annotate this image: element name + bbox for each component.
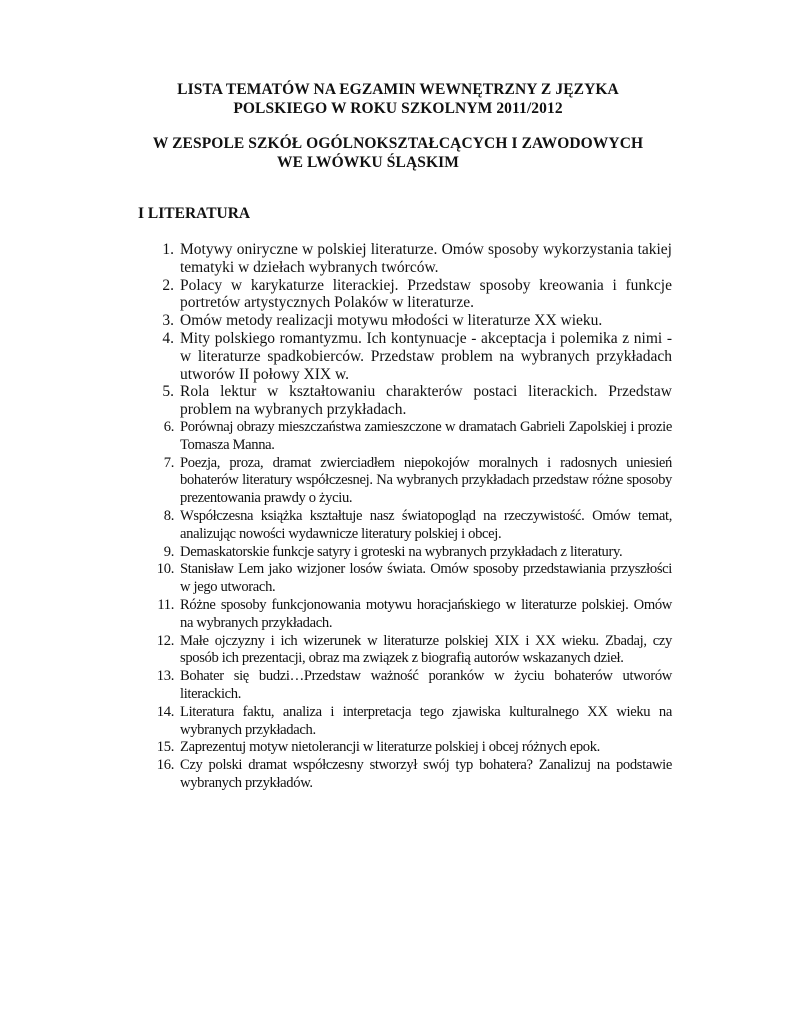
list-item bbox=[163, 507, 672, 544]
section-heading: I LITERATURA bbox=[138, 205, 251, 222]
school-name bbox=[0, 134, 796, 172]
list-item bbox=[156, 561, 672, 597]
list-item bbox=[162, 312, 672, 330]
item-number: 12. bbox=[156, 632, 174, 649]
item-number: 2. bbox=[162, 276, 174, 294]
item-text: Omów metody realizacji motywu młodości w literaturze XX wieku. bbox=[180, 312, 603, 330]
item-text: Mity polskiego romantyzmu. Ich kontynuacje - akceptacja i polemika z nimi - w literaturze spadkobierców. Przedstaw problem na wybranych przykładach utworów II połowy XIX w. bbox=[180, 329, 672, 383]
item-text: Różne sposoby funkcjonowania motywu horacjańskiego w literaturze polskiej. Omów na wybranych przykładach. bbox=[180, 596, 672, 631]
list-item bbox=[163, 543, 672, 562]
item-number: 3. bbox=[162, 312, 174, 330]
item-text: Współczesna książka kształtuje nasz światopogląd na rzeczywistość. Omów temat, analizując nowości wydawnicze literatury polskiej i obcej. bbox=[180, 507, 672, 542]
item-text: Bohater się budzi…Przedstaw ważność poranków w życiu bohaterów utworów literackich. bbox=[180, 668, 672, 702]
item-number: 15. bbox=[156, 739, 174, 756]
list-item bbox=[162, 276, 672, 313]
list-item bbox=[156, 739, 672, 757]
item-text: Demaskatorskie funkcje satyry i groteski na wybranych przykładach z literatury. bbox=[180, 543, 623, 560]
item-text: Małe ojczyzny i ich wizerunek w literaturze polskiej XIX i XX wieku. Zbadaj, czy sposób ich prezentacji, obraz ma związek z biografią autorów wskazanych dzieł. bbox=[180, 632, 672, 667]
item-number: 9. bbox=[163, 543, 174, 560]
item-number: 6. bbox=[163, 418, 174, 435]
document-title bbox=[0, 80, 796, 118]
item-number: 10. bbox=[156, 561, 174, 578]
item-number: 13. bbox=[156, 668, 174, 685]
list-item bbox=[163, 418, 672, 455]
item-number: 4. bbox=[162, 329, 174, 347]
list-item bbox=[156, 668, 672, 704]
item-number: 8. bbox=[163, 507, 174, 524]
item-text: Stanisław Lem jako wizjoner losów świata. Omów sposoby przedstawiania przyszłości w jego utworach. bbox=[180, 561, 672, 596]
item-number: 7. bbox=[163, 454, 174, 471]
title-line-1: LISTA TEMATÓW NA EGZAMIN WEWNĘTRZNY Z JĘZYKA bbox=[177, 81, 619, 98]
item-text: Porównaj obrazy mieszczaństwa zamieszczone w dramatach Gabrieli Zapolskiej i prozie Tomasza Manna. bbox=[180, 418, 672, 453]
item-text: Polacy w karykaturze literackiej. Przedstaw sposoby kreowania i funkcje portretów artystycznych Polaków w literaturze. bbox=[180, 276, 672, 312]
item-text: Motywy oniryczne w polskiej literaturze. Omów sposoby wykorzystania takiej tematyki w dziełach wybranych twórców. bbox=[180, 241, 672, 276]
list-item bbox=[156, 632, 672, 669]
item-text: Czy polski dramat współczesny stworzył swój typ bohatera? Zanalizuj na podstawie wybranych przykładów. bbox=[180, 757, 672, 791]
title-line-2: POLSKIEGO W ROKU SZKOLNYM 2011/2012 bbox=[233, 100, 563, 117]
item-text: Zaprezentuj motyw nietolerancji w literaturze polskiej i obcej różnych epok. bbox=[180, 739, 600, 756]
item-number: 1. bbox=[162, 241, 174, 258]
list-item bbox=[156, 757, 672, 793]
item-text: Rola lektur w kształtowaniu charakterów postaci literackich. Przedstaw problem na wybranych przykładach. bbox=[180, 383, 672, 419]
item-text: Literatura faktu, analiza i interpretacja tego zjawiska kulturalnego XX wieku na wybranych przykładach. bbox=[180, 703, 672, 738]
list-item bbox=[162, 329, 672, 383]
item-number: 14. bbox=[156, 703, 174, 720]
school-line-1: W ZESPOLE SZKÓŁ OGÓLNOKSZTAŁCĄCYCH I ZAWODOWYCH bbox=[152, 135, 644, 152]
list-item bbox=[162, 241, 672, 277]
item-number: 16. bbox=[156, 757, 174, 774]
list-item bbox=[156, 703, 672, 740]
item-number: 11. bbox=[157, 596, 174, 613]
list-item bbox=[162, 383, 672, 419]
item-number: 5. bbox=[162, 383, 174, 401]
list-item bbox=[157, 596, 672, 633]
topic-list bbox=[156, 241, 672, 793]
item-text: Poezja, proza, dramat zwierciadłem niepokojów moralnych i radosnych uniesień bohaterów literatury współczesnej. Na wybranych przykładach przedstaw różne sposoby prezentowania prawdy o życiu. bbox=[180, 454, 672, 507]
list-item bbox=[163, 454, 672, 508]
school-line-2: WE LWÓWKU ŚLĄSKIM bbox=[276, 154, 459, 171]
